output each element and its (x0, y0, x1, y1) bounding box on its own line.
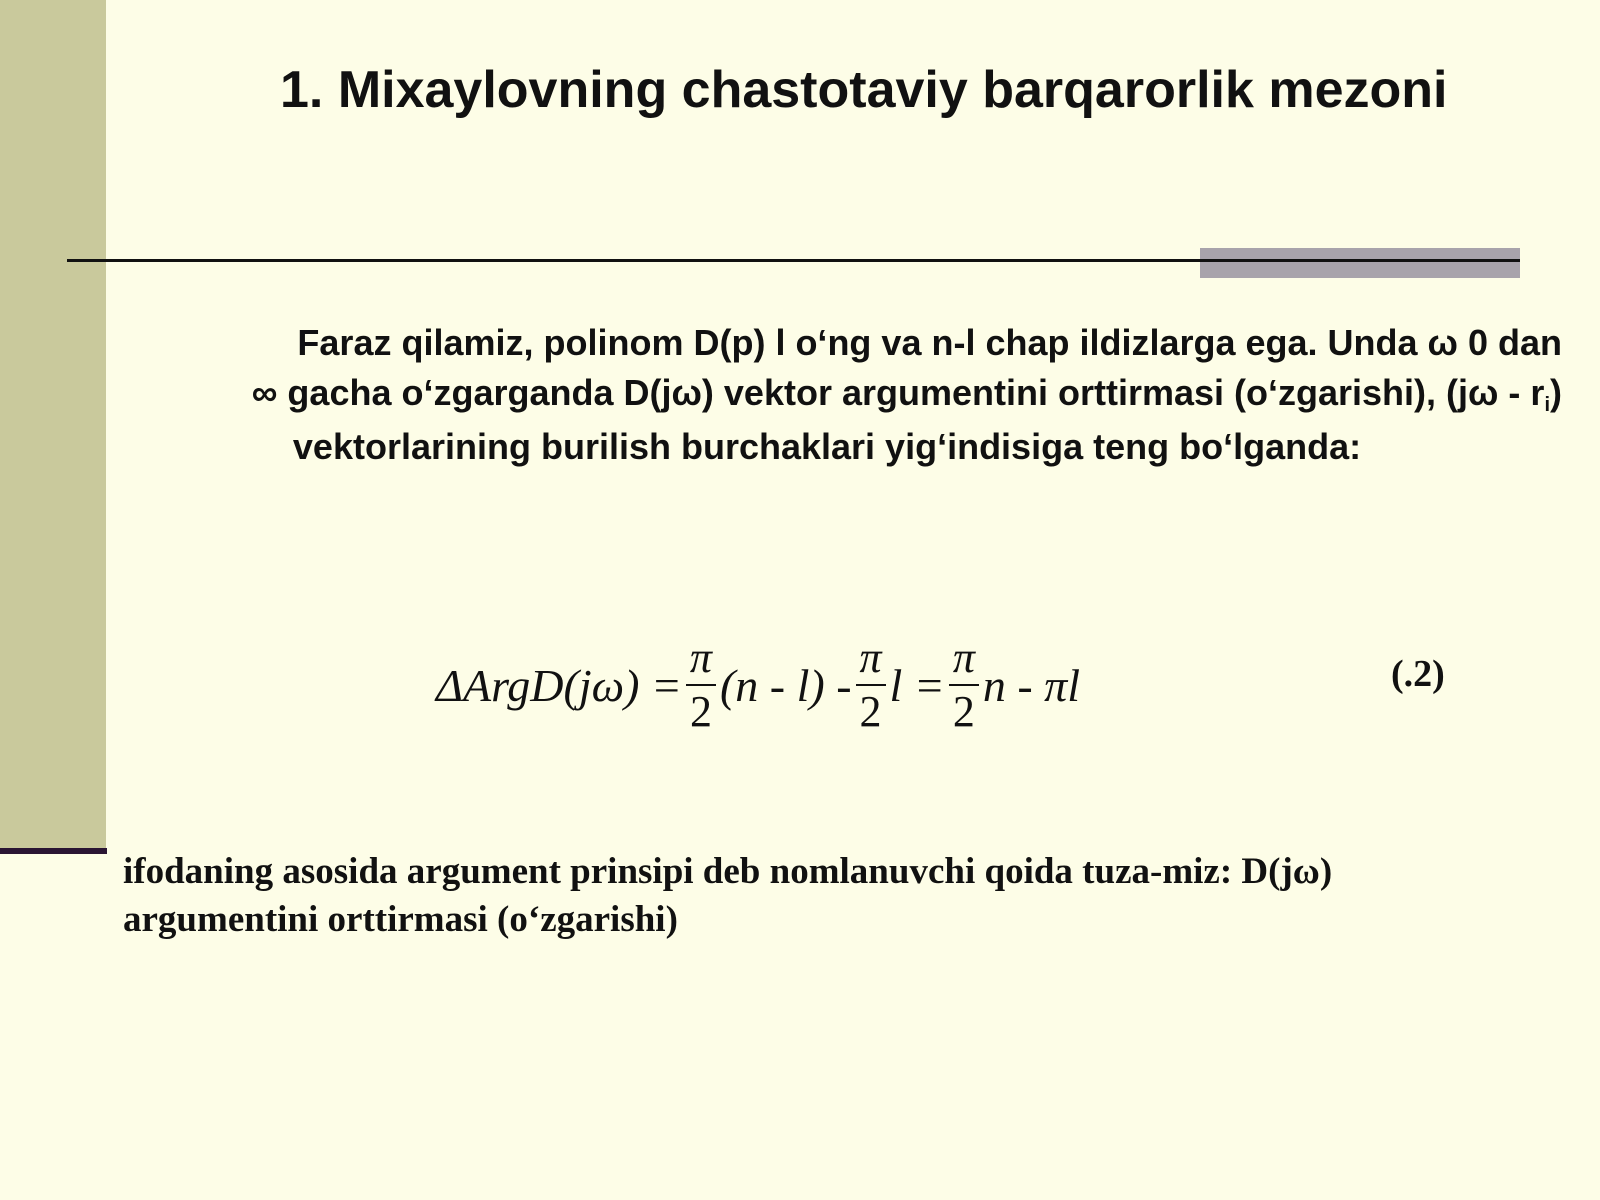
equation-number: (.2) (1391, 653, 1445, 695)
fraction-numerator: π (859, 633, 882, 682)
fraction-pi-over-2 (949, 632, 979, 738)
fraction-denominator: 2 (952, 687, 975, 736)
intro-line-2 (92, 368, 1562, 418)
fraction-numerator: π (952, 633, 975, 682)
fraction-pi-over-2 (686, 632, 716, 738)
outro-line-1: ifodaning asosida argument prinsipi deb nomlanuvchi qoida tuza-miz: D(jω) (123, 851, 1333, 892)
formula-lhs: ΔArgD(jω) = (436, 659, 682, 711)
outro-paragraph (123, 848, 1543, 944)
argument-formula (436, 625, 1080, 745)
intro-paragraph (92, 318, 1562, 472)
fraction-pi-over-2 (856, 632, 886, 738)
title-rule (67, 259, 1520, 262)
formula-term-1: (n - l) - (719, 659, 852, 711)
formula-term-2: l = (889, 659, 945, 711)
intro-line-3: vektorlarining burilish burchaklari yig‘indisiga teng bo‘lganda: (292, 426, 1362, 467)
formula-term-3: n - πl (982, 659, 1080, 711)
intro-line-2-subscript: i (1544, 394, 1550, 416)
outro-line-2: argumentini orttirmasi (o‘zgarishi) (123, 899, 678, 940)
decorative-sidebar (0, 0, 106, 850)
fraction-denominator: 2 (689, 687, 712, 736)
sidebar-divider (0, 848, 107, 854)
intro-line-1: Faraz qilamiz, polinom D(p) l o‘ng va n-l chap ildizlarga ega. Unda ω 0 dan (297, 322, 1562, 363)
title-rule-accent (1200, 248, 1520, 278)
fraction-numerator: π (689, 633, 712, 682)
intro-line-2-end: ) (1550, 372, 1562, 413)
fraction-denominator: 2 (859, 687, 882, 736)
intro-line-2-text: ∞ gacha o‘zgarganda D(jω) vektor argumentini orttirmasi (o‘zgarishi), (jω - r (251, 372, 1545, 413)
slide-title: 1. Mixaylovning chastotaviy barqarorlik mezoni (280, 61, 1448, 119)
